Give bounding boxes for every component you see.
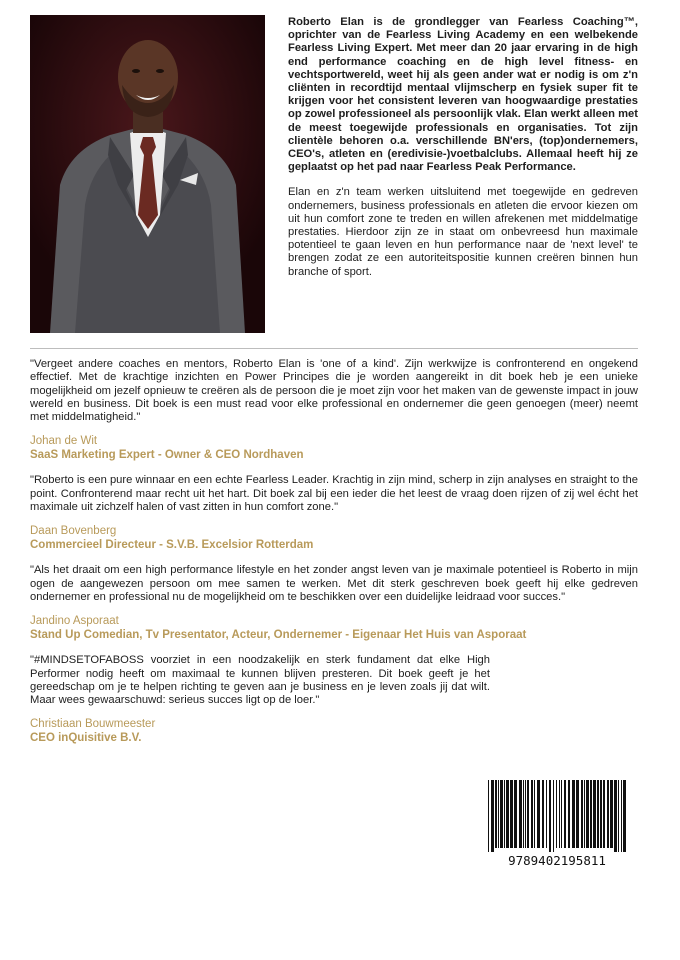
barcode-bar bbox=[510, 780, 513, 848]
isbn-number: 9789402195811 bbox=[508, 853, 606, 868]
author-role: Commercieel Directeur - S.V.B. Excelsior Rotterdam bbox=[30, 539, 314, 552]
barcode-bar bbox=[581, 780, 583, 848]
barcode-bar bbox=[495, 780, 497, 848]
isbn-barcode bbox=[482, 776, 632, 868]
bio-paragraph: Roberto Elan is de grondlegger van Fearless Coaching™, oprichter van de Fearless Living Academy en een welbekende Fearless Living Expert. Met meer dan 20 jaar ervaring in de high end performance coaching en de high level fitness- en vechtsportwereld, weet hij als geen ander wat er nodig is om z'n cliënten in recordtijd mentaal vlijmscherp en fysiek super fit te krijgen voor het consistent leveren van hoogwaardige prestaties op zowel professioneel als persoonlijk vlak. Elan werkt alleen met de meest toegewijde professionals en organisaties. Tot zijn clientèle behoren o.a. verschillende BN'ers, (top)ondernemers, CEO's, atleten en (eredivisie-)voetbalclubs. Allemaal heeft hij ze geplaatst op het pad naar Fearless Peak Performance. bbox=[288, 16, 638, 174]
testimonial-quote: "Als het draait om een high performance lifestyle en het zonder angst leven van je maximale potentieel is Roberto in mijn ogen de aangewezen persoon om mee samen te werken. Met dit sterk geschreven boek geeft hij elke gedreven ondernemer en professional nu de mogelijkheid om te beschikken over een duidelijke leidraad voor succes." bbox=[30, 564, 638, 603]
barcode-bar bbox=[618, 780, 619, 852]
barcode-bar bbox=[614, 780, 617, 852]
author-bio bbox=[288, 16, 638, 291]
bio-paragraph: Elan en z'n team werken uitsluitend met toegewijde en gedreven ondernemers, business professionals en atleten die ervoor kiezen om uit hun comfort zone te treden en willen afrekenen met middelmatige prestaties. Hierdoor zijn ze in staat om onbevreesd hun maximale potentieel te gaan leven en hun performance naar de 'next level' te brengen zodat ze een autoriteitspositie kunnen creëren binnen hun branche of sport. bbox=[288, 186, 638, 278]
barcode-bar bbox=[504, 780, 505, 848]
author-role: CEO inQuisitive B.V. bbox=[30, 732, 142, 745]
testimonial-author bbox=[30, 614, 638, 642]
barcode-bar bbox=[537, 780, 540, 848]
testimonial-author bbox=[30, 524, 638, 552]
testimonial bbox=[30, 564, 638, 642]
author-portrait-illustration bbox=[30, 15, 265, 333]
barcode-bar bbox=[525, 780, 526, 848]
barcode-graphic bbox=[482, 776, 632, 868]
testimonial bbox=[30, 474, 638, 552]
testimonial-quote: "#MINDSETOFABOSS voorziet in een noodzakelijk en sterk fundament dat elke High Performer nodig heeft om maximaal te kunnen blijven presteren. Dit boek geeft je het gereedschap om je te helpen richting te geven aan je business en je leven zoals jij dat wilt. Maar wees gewaarschuwd: serieus succes ligt op de loer." bbox=[30, 654, 490, 707]
barcode-bar bbox=[607, 780, 609, 848]
barcode-bar bbox=[514, 780, 517, 848]
author-role: Stand Up Comedian, Tv Presentator, Acteur, Ondernemer - Eigenaar Het Huis van Asporaat bbox=[30, 629, 527, 642]
barcode-bar bbox=[531, 780, 533, 848]
barcode-bar bbox=[523, 780, 524, 848]
barcode-bar bbox=[564, 780, 566, 848]
barcode-bar bbox=[597, 780, 599, 848]
barcode-bar bbox=[549, 780, 551, 852]
barcode-bar bbox=[519, 780, 522, 848]
author-photo bbox=[30, 15, 265, 333]
barcode-bar bbox=[559, 780, 560, 848]
testimonial-author bbox=[30, 717, 638, 745]
barcode-bar bbox=[584, 780, 585, 848]
barcode-bar bbox=[506, 780, 509, 848]
barcode-bar bbox=[546, 780, 547, 848]
barcode-bar bbox=[568, 780, 570, 848]
barcode-bar bbox=[527, 780, 529, 848]
barcode-bar bbox=[553, 780, 554, 852]
barcode-bar bbox=[621, 780, 622, 852]
barcode-bar bbox=[556, 780, 557, 848]
barcode-bar bbox=[500, 780, 503, 848]
barcode-bar bbox=[610, 780, 613, 848]
testimonial bbox=[30, 654, 638, 745]
barcode-bar bbox=[623, 780, 626, 852]
testimonial bbox=[30, 358, 638, 462]
testimonial-quote: "Vergeet andere coaches en mentors, Roberto Elan is 'one of a kind'. Zijn werkwijze is confronterend en ongekend effectief. Met de krachtige inzichten en Power Principes die je worden aangereikt in dit boek heb je een unieke mogelijkheid om jezelf opnieuw te creëren als de persoon die je moet zijn voor het maken van de gewenste impact in jouw wereld en business. Dit boek is een must read voor elke professional en ondernemer die geen genoegen (meer) neemt met middelmatigheid." bbox=[30, 358, 638, 424]
barcode-bar bbox=[534, 780, 535, 848]
barcode-bar bbox=[590, 780, 592, 848]
author-name: Daan Bovenberg bbox=[30, 525, 117, 538]
testimonial-author bbox=[30, 434, 638, 462]
barcode-bar bbox=[488, 780, 489, 852]
barcode-bar bbox=[593, 780, 596, 848]
barcode-bar bbox=[491, 780, 494, 852]
barcode-bar bbox=[572, 780, 575, 848]
author-name: Johan de Wit bbox=[30, 435, 98, 448]
barcode-bar bbox=[576, 780, 579, 848]
author-role: SaaS Marketing Expert - Owner & CEO Nordhaven bbox=[30, 449, 304, 462]
section-divider bbox=[30, 348, 638, 349]
barcode-bar bbox=[603, 780, 605, 848]
barcode-bar bbox=[498, 780, 499, 848]
barcode-bar bbox=[600, 780, 602, 848]
barcode-bar bbox=[586, 780, 589, 848]
testimonials bbox=[30, 358, 638, 757]
author-name: Christiaan Bouwmeester bbox=[30, 718, 156, 731]
author-name: Jandino Asporaat bbox=[30, 615, 119, 628]
barcode-bar bbox=[542, 780, 544, 848]
testimonial-quote: "Roberto is een pure winnaar en een echte Fearless Leader. Krachtig in zijn mind, scherp in zijn analyses en straight to the point. Confronterend maar recht uit het hart. Dit boek zal bij een ieder die het leest de vraag doen rijzen of zij wel écht het maximale uit zichzelf halen of vast zitten in hun comfort zone." bbox=[30, 474, 638, 514]
barcode-bar bbox=[561, 780, 562, 848]
